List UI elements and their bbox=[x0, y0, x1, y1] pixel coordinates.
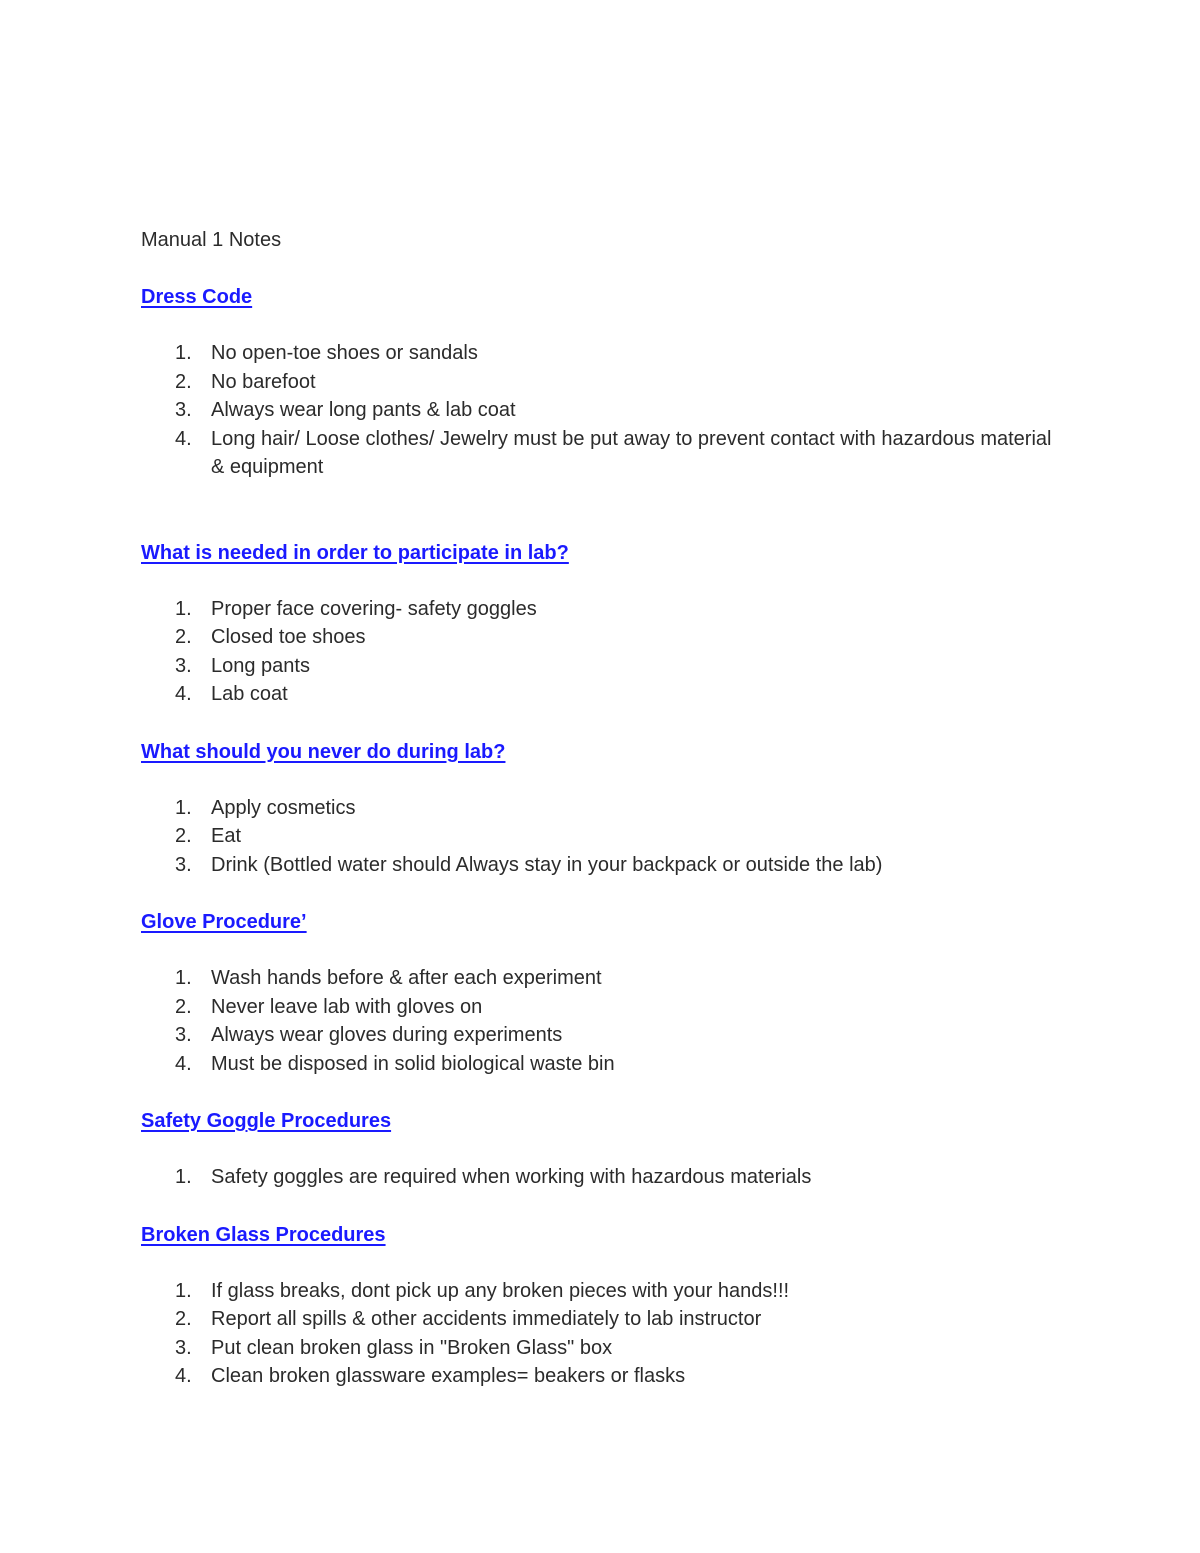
list-number: 2. bbox=[175, 1308, 192, 1330]
list-item bbox=[141, 623, 1061, 652]
list-item-text: Drink (Bottled water should Always stay in your backpack or outside the lab) bbox=[211, 853, 883, 876]
list-item bbox=[141, 1277, 1061, 1306]
broken-glass-list bbox=[141, 1277, 1061, 1391]
list-number: 4. bbox=[175, 1365, 192, 1387]
list-item bbox=[141, 368, 1061, 397]
section-glove-procedure bbox=[141, 908, 1061, 1078]
list-number: 3. bbox=[175, 1024, 192, 1046]
list-item bbox=[141, 339, 1061, 368]
list-number: 3. bbox=[175, 654, 192, 677]
list-item bbox=[141, 794, 1061, 823]
list-item bbox=[141, 652, 1061, 681]
list-item bbox=[141, 680, 1061, 709]
list-item bbox=[141, 1305, 1061, 1334]
spacer bbox=[141, 1078, 1061, 1107]
list-number: 1. bbox=[175, 342, 192, 364]
glove-procedure-list bbox=[141, 964, 1061, 1078]
section-safety-goggle bbox=[141, 1107, 1061, 1192]
list-number: 1. bbox=[175, 1279, 192, 1302]
list-item-text: Closed toe shoes bbox=[211, 626, 366, 648]
section-participation-requirements bbox=[141, 539, 1061, 709]
list-item-text: Lab coat bbox=[211, 683, 288, 705]
list-item-text: Apply cosmetics bbox=[211, 796, 356, 819]
list-item-text: Always wear gloves during experiments bbox=[211, 1024, 563, 1046]
list-item-text: Report all spills & other accidents immediately to lab instructor bbox=[211, 1308, 762, 1330]
safety-goggle-list bbox=[141, 1163, 1061, 1192]
document-title: Manual 1 Notes bbox=[141, 229, 282, 251]
list-number: 1. bbox=[175, 1166, 192, 1188]
heading-broken-glass[interactable]: Broken Glass Procedures bbox=[141, 1223, 386, 1246]
section-never-do bbox=[141, 738, 1061, 880]
list-item-text: Always wear long pants & lab coat bbox=[211, 399, 516, 421]
list-item-text: Must be disposed in solid biological waste bin bbox=[211, 1052, 615, 1075]
list-number: 2. bbox=[175, 626, 192, 648]
list-number: 2. bbox=[175, 370, 192, 393]
list-number: 1. bbox=[175, 967, 192, 989]
list-item-text: Clean broken glassware examples= beakers or flasks bbox=[211, 1365, 686, 1387]
list-item-text: No barefoot bbox=[211, 370, 316, 393]
list-item bbox=[141, 425, 1061, 482]
spacer bbox=[141, 709, 1061, 738]
list-item bbox=[141, 964, 1061, 993]
list-number: 4. bbox=[175, 1052, 192, 1075]
list-item-text: Eat bbox=[211, 825, 242, 847]
list-number: 1. bbox=[175, 796, 192, 819]
list-number: 2. bbox=[175, 995, 192, 1018]
participation-list bbox=[141, 595, 1061, 709]
section-dress-code bbox=[141, 283, 1061, 482]
list-item bbox=[141, 396, 1061, 425]
list-item bbox=[141, 822, 1061, 851]
dress-code-list bbox=[141, 339, 1061, 482]
never-do-list bbox=[141, 794, 1061, 880]
list-number: 2. bbox=[175, 825, 192, 847]
list-number: 3. bbox=[175, 1336, 192, 1359]
list-item bbox=[141, 993, 1061, 1022]
spacer bbox=[141, 1192, 1061, 1221]
list-item-text: Long pants bbox=[211, 654, 310, 677]
list-item bbox=[141, 1334, 1061, 1363]
section-broken-glass bbox=[141, 1221, 1061, 1391]
list-number: 3. bbox=[175, 399, 192, 421]
list-item bbox=[141, 851, 1061, 880]
spacer bbox=[141, 879, 1061, 908]
heading-participation-requirements[interactable]: What is needed in order to participate in lab? bbox=[141, 541, 569, 564]
heading-safety-goggle[interactable]: Safety Goggle Procedures bbox=[141, 1110, 392, 1132]
list-number: 4. bbox=[175, 683, 192, 705]
heading-dress-code[interactable]: Dress Code bbox=[141, 286, 253, 308]
list-item-text: Wash hands before & after each experiment bbox=[211, 967, 602, 989]
spacer bbox=[141, 482, 1061, 539]
list-item bbox=[141, 595, 1061, 624]
document-page bbox=[141, 226, 1061, 1391]
list-item-text: No open-toe shoes or sandals bbox=[211, 342, 478, 364]
list-number: 4. bbox=[175, 427, 192, 450]
list-item bbox=[141, 1021, 1061, 1050]
heading-glove-procedure[interactable]: Glove Procedure’ bbox=[141, 911, 307, 933]
list-item-text: Proper face covering- safety goggles bbox=[211, 597, 537, 620]
list-item-text: If glass breaks, dont pick up any broken pieces with your hands!!! bbox=[211, 1279, 790, 1302]
list-number: 1. bbox=[175, 597, 192, 620]
list-item-text: Put clean broken glass in "Broken Glass" box bbox=[211, 1336, 613, 1359]
list-item bbox=[141, 1362, 1061, 1391]
list-item bbox=[141, 1050, 1061, 1079]
list-number: 3. bbox=[175, 853, 192, 876]
list-item-text: Never leave lab with gloves on bbox=[211, 995, 483, 1018]
list-item-text: Safety goggles are required when working with hazardous materials bbox=[211, 1166, 812, 1188]
list-item-text: Long hair/ Loose clothes/ Jewelry must be put away to prevent contact with hazardous material & equipment bbox=[211, 427, 1052, 478]
list-item bbox=[141, 1163, 1061, 1192]
heading-never-do[interactable]: What should you never do during lab? bbox=[141, 740, 506, 763]
